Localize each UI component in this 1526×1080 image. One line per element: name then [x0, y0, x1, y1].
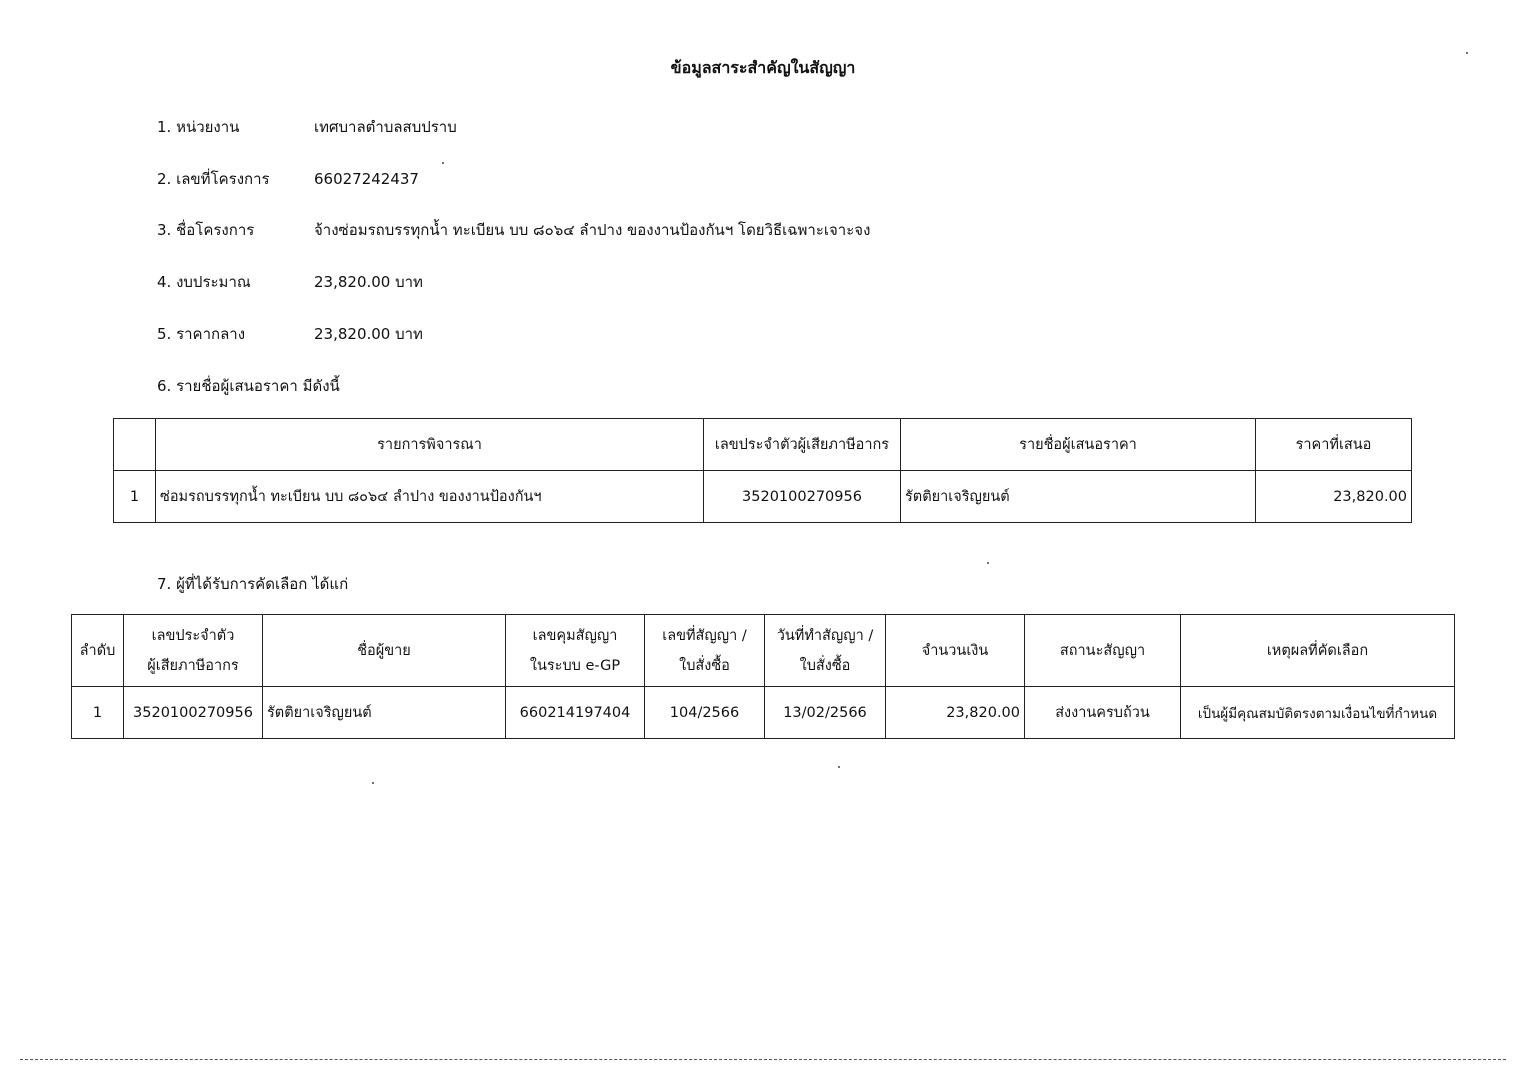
cell-seller: รัตติยาเจริญยนต์	[263, 687, 506, 739]
cell-item: ซ่อมรถบรรทุกน้ำ ทะเบียน บบ ๘๐๖๔ ลำปาง ของงานป้องกันฯ	[156, 471, 704, 523]
header-cell-control-number	[506, 615, 645, 687]
table-header-row	[114, 419, 1412, 471]
scan-speck	[838, 766, 840, 768]
header-cell-index	[114, 419, 156, 471]
header-cell-contract-number	[645, 615, 765, 687]
cell-contract-number: 104/2566	[645, 687, 765, 739]
field-value: เทศบาลตำบลสบปราบ	[314, 118, 457, 136]
header-line: วันที่ทำสัญญา /	[776, 627, 874, 644]
cell-status: ส่งงานครบถ้วน	[1025, 687, 1181, 739]
cell-control-number: 660214197404	[506, 687, 645, 739]
cell-bidder: รัตติยาเจริญยนต์	[901, 471, 1256, 523]
cell-reason: เป็นผู้มีคุณสมบัติตรงตามเงื่อนไขที่กำหนด	[1181, 687, 1455, 739]
cell-no: 1	[72, 687, 124, 739]
field-value: 66027242437	[314, 170, 419, 188]
scan-speck	[442, 162, 444, 164]
selected-heading: 7. ผู้ที่ได้รับการคัดเลือก ได้แก่	[157, 575, 349, 593]
header-cell-seller: ชื่อผู้ขาย	[263, 615, 506, 687]
table-row	[114, 471, 1412, 523]
scan-speck	[1466, 52, 1468, 54]
header-line: เลขประจำตัว	[151, 627, 235, 644]
header-cell-price: ราคาที่เสนอ	[1256, 419, 1412, 471]
header-line: ใบสั่งซื้อ	[679, 657, 730, 674]
field-value: 23,820.00 บาท	[314, 273, 423, 291]
header-cell-tax-id: เลขประจำตัวผู้เสียภาษีอากร	[704, 419, 901, 471]
cell-contract-date: 13/02/2566	[765, 687, 886, 739]
table-row	[72, 687, 1455, 739]
header-cell-item: รายการพิจารณา	[156, 419, 704, 471]
cell-tax-id: 3520100270956	[704, 471, 901, 523]
header-line: ใบสั่งซื้อ	[799, 657, 851, 674]
cell-amount: 23,820.00	[886, 687, 1025, 739]
field-label: 5. ราคากลาง	[157, 325, 246, 343]
header-cell-contract-date	[765, 615, 886, 687]
selected-table	[71, 614, 1455, 739]
bidders-table	[113, 418, 1412, 523]
scan-speck	[372, 782, 374, 784]
cell-tax-id: 3520100270956	[124, 687, 263, 739]
cell-price: 23,820.00	[1256, 471, 1412, 523]
scan-edge-line	[20, 1059, 1506, 1060]
header-line: เลขคุมสัญญา	[532, 627, 618, 644]
header-cell-reason: เหตุผลที่คัดเลือก	[1181, 615, 1455, 687]
header-cell-status: สถานะสัญญา	[1025, 615, 1181, 687]
header-line: ในระบบ e-GP	[529, 657, 621, 674]
header-cell-tax-id	[124, 615, 263, 687]
scan-speck	[987, 562, 989, 564]
document-title: ข้อมูลสาระสำคัญในสัญญา	[670, 58, 856, 77]
header-cell-amount: จำนวนเงิน	[886, 615, 1025, 687]
field-label: 3. ชื่อโครงการ	[157, 221, 255, 239]
bidders-heading: 6. รายชื่อผู้เสนอราคา มีดังนี้	[157, 377, 340, 395]
header-line: ผู้เสียภาษีอากร	[147, 657, 239, 674]
header-cell-no: ลำดับ	[72, 615, 124, 687]
header-line: เลขที่สัญญา /	[662, 627, 747, 644]
field-value: 23,820.00 บาท	[314, 325, 423, 343]
field-label: 2. เลขที่โครงการ	[157, 170, 270, 188]
field-value: จ้างซ่อมรถบรรทุกน้ำ ทะเบียน บบ ๘๐๖๔ ลำปาง ของงานป้องกันฯ โดยวิธีเฉพาะเจาะจง	[314, 221, 871, 239]
field-label: 1. หน่วยงาน	[157, 118, 240, 136]
cell-index: 1	[114, 471, 156, 523]
table-header-row	[72, 615, 1455, 687]
field-label: 4. งบประมาณ	[157, 273, 251, 291]
header-cell-bidder: รายชื่อผู้เสนอราคา	[901, 419, 1256, 471]
